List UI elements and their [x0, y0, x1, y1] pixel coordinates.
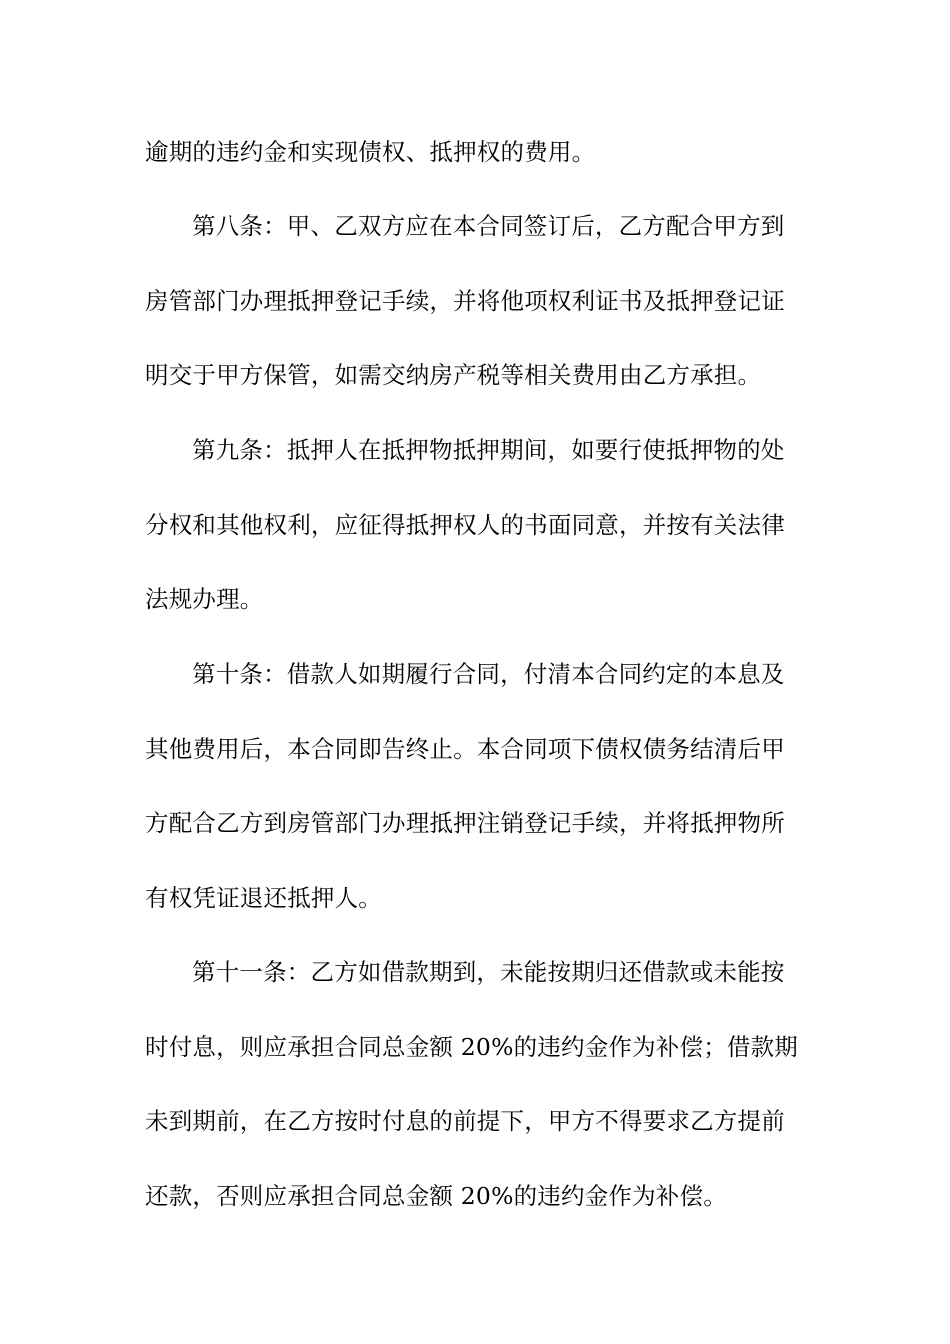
text-line-clause11-end: 还款，否则应承担合同总金额 20%的违约金作为补偿。 [145, 1182, 727, 1210]
text-line-clause9-start: 第九条：抵押人在抵押物抵押期间，如要行使抵押物的处 [192, 436, 785, 464]
text-line-clause11: 未到期前，在乙方按时付息的前提下，甲方不得要求乙方提前 [145, 1107, 785, 1135]
text-line-clause9: 分权和其他权利，应征得抵押权人的书面同意，并按有关法律 [145, 511, 785, 539]
text-line-clause10: 其他费用后，本合同即告终止。本合同项下债权债务结清后甲 [145, 735, 785, 763]
text-line-clause9-end: 法规办理。 [145, 585, 264, 613]
text-line-clause10-end: 有权凭证退还抵押人。 [145, 884, 382, 912]
text-line-clause10: 方配合乙方到房管部门办理抵押注销登记手续，并将抵押物所 [145, 809, 785, 837]
text-line-clause7-end: 逾期的违约金和实现债权、抵押权的费用。 [145, 138, 596, 166]
text-line-clause11: 时付息，则应承担合同总金额 20%的违约金作为补偿；借款期 [145, 1033, 799, 1061]
text-line-clause10-start: 第十条：借款人如期履行合同，付清本合同约定的本息及 [192, 660, 785, 688]
text-line-clause8: 房管部门办理抵押登记手续，并将他项权利证书及抵押登记证 [145, 287, 785, 315]
text-line-clause8-start: 第八条：甲、乙双方应在本合同签订后，乙方配合甲方到 [192, 212, 785, 240]
text-line-clause11-start: 第十一条：乙方如借款期到，未能按期归还借款或未能按 [192, 958, 785, 986]
text-line-clause8-end: 明交于甲方保管，如需交纳房产税等相关费用由乙方承担。 [145, 361, 762, 389]
